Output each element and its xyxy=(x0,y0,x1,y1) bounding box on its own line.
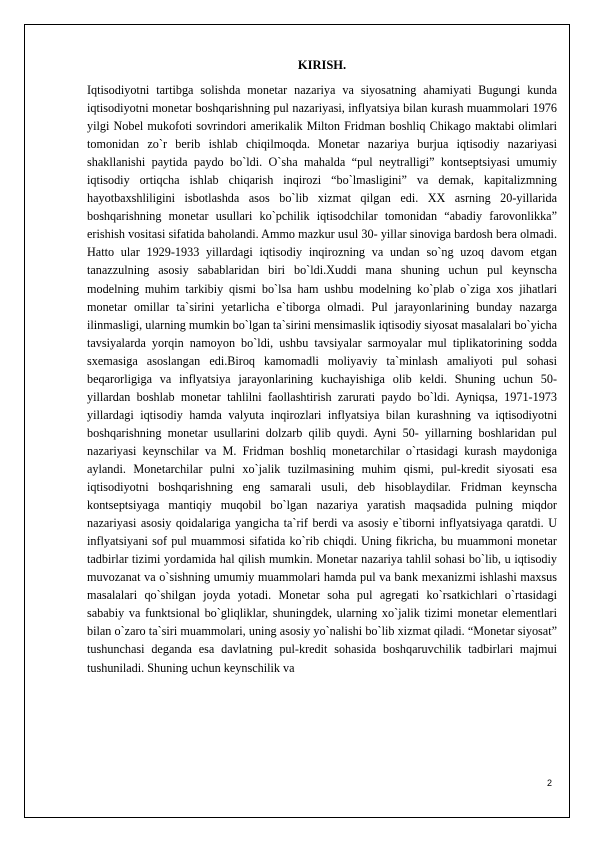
document-content xyxy=(87,56,557,677)
page-number: 2 xyxy=(546,778,552,788)
body-paragraph: Iqtisodiyotni tartibga solishda monetar nazariya va siyosatning ahamiyati Bugungi kunda iqtisodiyotni monetar boshqarishning pul nazariyasi, inflyatsiya bilan kurash muammolari 1976 yilgi Nobel mukofoti sovrindori amerikalik Milton Fridman boshliq Chikago maktabi olimlari tomonidan zo`r berib ishlab chiqilmoqda. Monetar nazariya burjua iqtisodiy nazariyasi shakllanishi paytida paydo bo`ldi. O`sha mahalda “pul neytralligi” kontseptsiyasi umumiy iqtisodiy ortiqcha ishlab chiqarish inqirozi “bo`lmasligini” va demak, kapitalizmning hayotbaxshliligini isbotlashda asos bo`lib xizmat qilgan edi. XX asrning 20-yillarida boshqarishning monetar usullari ko`pchilik iqtisodchilar tomonidan “abadiy farovonlikka” erishish vositasi sifatida baholandi. Ammo mazkur usul 30- yillar sinoviga bardosh bera olmadi. Hatto ular 1929-1933 yillardagi iqtisodiy inqirozning va undan so`ng uzoq davom etgan tanazzulning asosiy sabablaridan biri bo`ldi.Xuddi mana shuning uchun pul keynscha modelning muhim tarkibiy qismi bo`lsa ham ushbu modelning ko`plab o`ziga xos jihatlari monetar omillar ta`sirini yetarlicha e`tiborga olmadi. Pul jarayonlarining bunday nazarga ilinmasligi, ularning mumkin bo`lgan ta`sirini mensimaslik iqtisodiy siyosat masalalari bo`yicha tavsiyalarda yorqin namoyon bo`ldi, ushbu tavsiyalar sarmoyalar mul tiplikatorining sodda sxemasiga asoslangan edi.Biroq kamomadli moliyaviy ta`minlash amaliyoti pul sohasi beqarorligiga va inflyatsiya jarayonlarining kuchayishiga olib keldi. Shuning uchun 50-yillardan boshlab monetar tahlilni faollashtirish zarurati paydo bo`ldi. Ayniqsa, 1971-1973 yillardagi iqtisodiy hamda valyuta inqirozlari inflyatsiya bilan kurashning va iqtisodiyotni boshqarishning monetar usullarini dolzarb qilib quydi. Ayni 50- yillarning boshlaridan pul nazariyasi keynschilar va M. Fridman boshliq monetarchilar o`rtasidagi kurash maydoniga aylandi. Monetarchilar pulni xo`jalik tuzilmasining muhim qismi, pul-kredit siyosati esa iqtisodiyotni boshqarishning eng samarali usuli, deb hisoblaydilar. Fridman keynscha kontseptsiyaga mantiqiy muqobil bo`lgan nazariya yaratish maqsadida pulning miqdor nazariyasi asosiy qoidalariga yangicha ta`rif berdi va asosiy e`tiborni inflyatsiyaga qaratdi. U inflyatsiyani sof pul muammosi sifatida ko`rib chiqdi. Uning fikricha, bu muammoni monetar tadbirlar tizimi yordamida hal qilish mumkin. Monetar nazariya tahlil sohasi bo`lib, u iqtisodiy muvozanat va o`sishning umumiy muammolari hamda pul va bank mexanizmi ishlashi maxsus masalalari qo`shilgan joyda yotadi. Monetar soha pul agregati ko`rsatkichlari o`rtasidagi sababiy va funktsional bo`gliqliklar, shuningdek, ularning xo`jalik tizimi monetar elementlari bilan o`zaro ta`siri muammolari, uning asosiy yo`nalishi bo`lib xizmat qiladi. “Monetar siyosat” tushunchasi deganda esa davlatning pul-kredit sohasida boshqaruvchilik tadbirlari majmui tushuniladi. Shuning uchun keynschilik va xyxy=(87,83,557,675)
section-heading: KIRISH. xyxy=(297,58,347,72)
